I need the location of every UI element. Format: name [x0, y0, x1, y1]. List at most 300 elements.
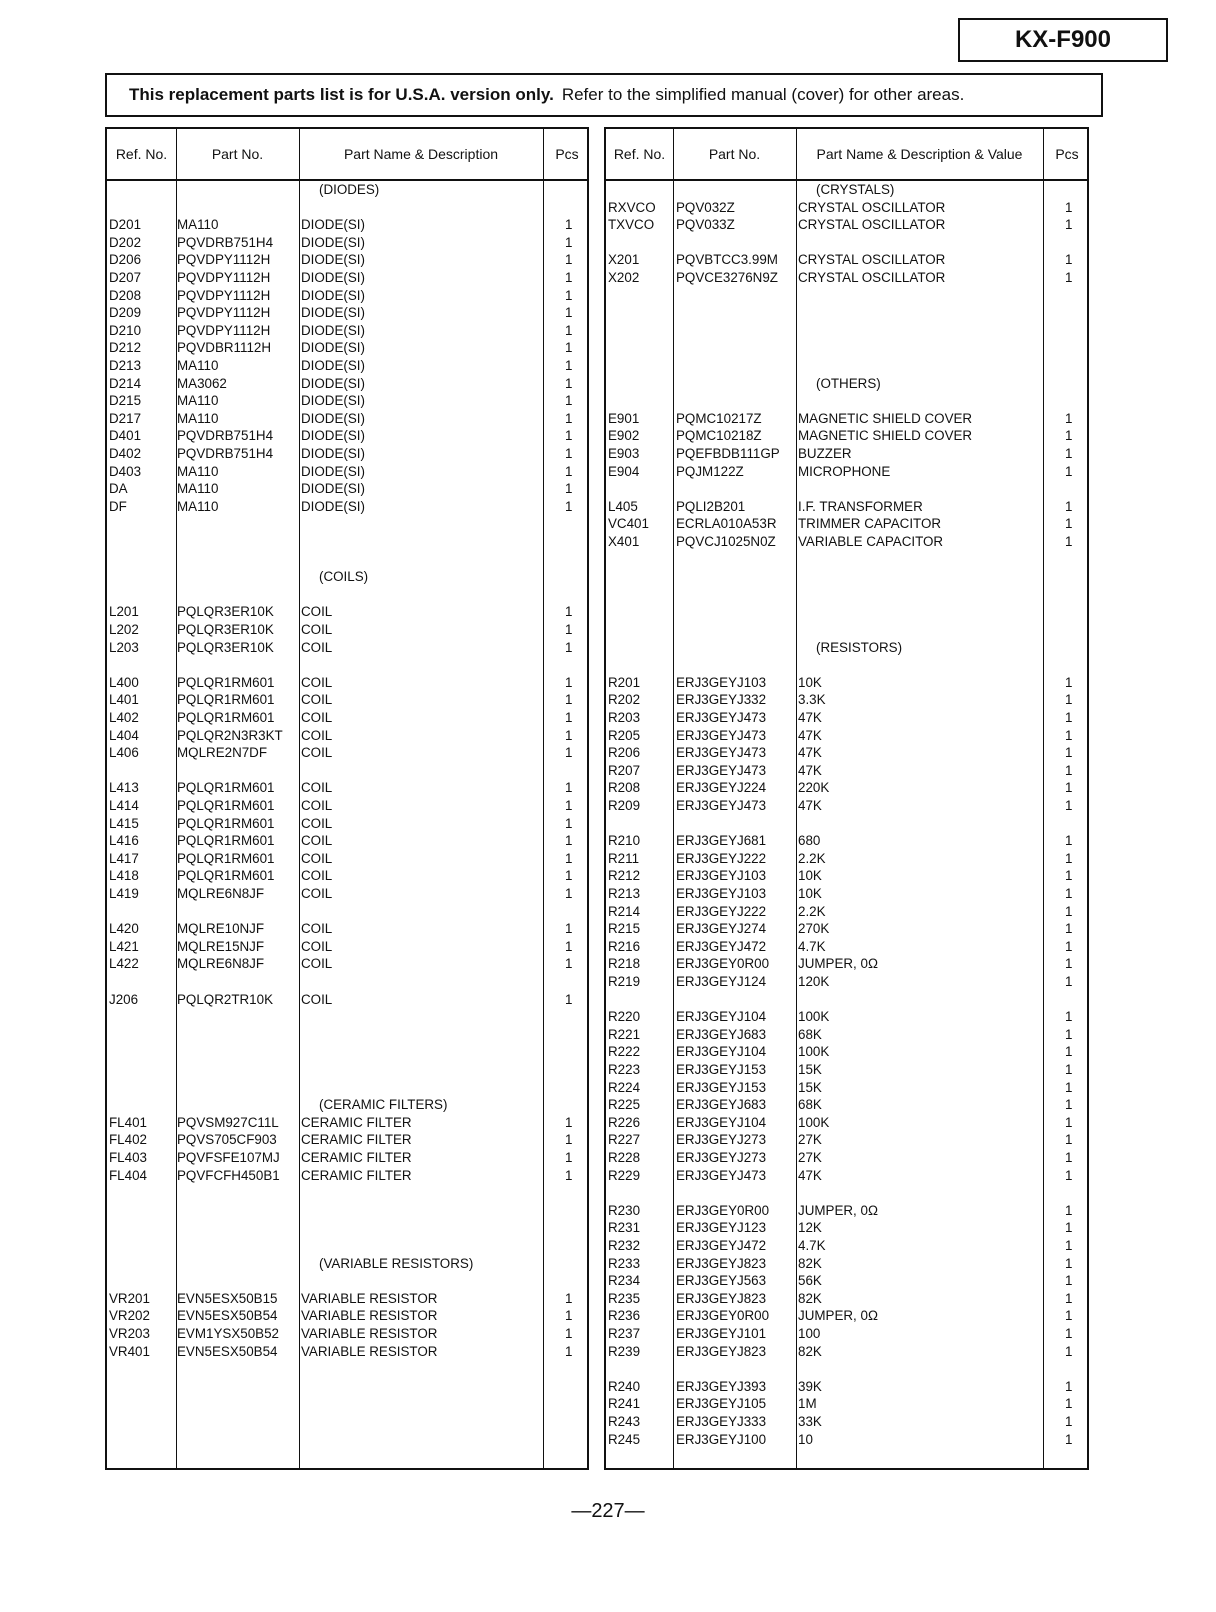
ref-no-cell: FL403	[109, 1150, 147, 1165]
part-no-cell: MA110	[177, 393, 219, 409]
ref-no-cell: E903	[608, 446, 640, 461]
table-row	[606, 445, 1087, 463]
left-parts-table	[105, 127, 589, 1470]
pcs-cell: 1	[1065, 850, 1073, 866]
pcs-cell: 1	[565, 956, 573, 972]
table-row	[107, 498, 587, 516]
ref-no-cell: L421	[109, 938, 139, 954]
part-no-cell: PQV032Z	[676, 199, 735, 215]
ref-no-cell: R232	[608, 1238, 641, 1253]
part-no-cell: ERJ3GEYJ103	[676, 886, 767, 901]
pcs-cell: 1	[1065, 1414, 1073, 1429]
description-cell: TRIMMER CAPACITOR	[798, 516, 942, 532]
pcs-cell: 1	[1065, 868, 1073, 884]
ref-no-cell: R219	[608, 974, 641, 989]
table-row	[606, 269, 1087, 287]
ref-no-cell: J206	[109, 991, 139, 1007]
ref-no-cell: FL402	[109, 1132, 147, 1148]
table-row	[606, 727, 1087, 745]
pcs-cell: 1	[565, 375, 573, 391]
description-cell: 10K	[798, 674, 822, 690]
part-no-cell: ERJ3GEYJ823	[676, 1255, 767, 1271]
part-no-cell: PQMC10217Z	[676, 410, 762, 426]
ref-no-cell: L203	[109, 639, 139, 655]
ref-no-cell: D210	[109, 322, 142, 338]
ref-no-cell: VR202	[109, 1308, 150, 1324]
table-row	[107, 1114, 587, 1132]
part-no-cell: PQVDPY1112H	[177, 270, 271, 285]
ref-no-cell: R211	[608, 850, 640, 866]
column-header: Part No.	[708, 146, 761, 162]
ref-no-cell: R243	[608, 1414, 641, 1429]
pcs-cell: 1	[1065, 1062, 1073, 1077]
description-cell: 4.7K	[798, 1238, 826, 1253]
part-no-cell: MQLRE15NJF	[177, 938, 265, 954]
pcs-cell: 1	[565, 481, 573, 497]
table-row	[107, 920, 587, 938]
table-row	[107, 991, 587, 1009]
ref-no-cell: R202	[608, 692, 641, 708]
pcs-cell: 1	[1065, 516, 1073, 532]
ref-no-cell: R213	[608, 886, 641, 901]
ref-no-cell: L202	[109, 622, 139, 637]
pcs-cell: 1	[565, 498, 573, 514]
ref-no-cell: D207	[109, 270, 142, 285]
ref-no-cell: L418	[109, 868, 139, 884]
ref-no-cell: R205	[608, 727, 641, 743]
description-cell: 10K	[798, 868, 822, 884]
table-row	[606, 1272, 1087, 1290]
table-header	[606, 129, 1087, 181]
table-row	[606, 691, 1087, 709]
table-row	[606, 1167, 1087, 1185]
table-row	[107, 779, 587, 797]
table-row	[606, 1114, 1087, 1132]
description-cell: COIL	[301, 745, 333, 761]
table-row	[606, 1096, 1087, 1114]
description-cell: 10K	[798, 886, 822, 901]
pcs-cell: 1	[1065, 1026, 1073, 1042]
ref-no-cell: D213	[109, 358, 142, 373]
pcs-cell: 1	[1065, 270, 1073, 285]
description-cell: DIODE(SI)	[301, 234, 365, 250]
ref-no-cell: R239	[608, 1343, 641, 1359]
table-row	[606, 938, 1087, 956]
ref-no-cell: L406	[109, 745, 139, 761]
table-row	[107, 867, 587, 885]
table-row	[107, 674, 587, 692]
part-no-cell: ERJ3GEYJ103	[676, 674, 767, 690]
ref-no-cell: D217	[109, 410, 142, 426]
table-row	[606, 850, 1087, 868]
ref-no-cell: R203	[608, 710, 641, 725]
table-row	[606, 427, 1087, 445]
part-no-cell: ERJ3GEYJ332	[676, 692, 767, 708]
table-row	[606, 199, 1087, 217]
description-cell: COIL	[301, 674, 333, 690]
ref-no-cell: R226	[608, 1114, 641, 1130]
table-row	[107, 797, 587, 815]
part-no-cell: PQLQR1RM601	[177, 850, 275, 866]
pcs-cell: 1	[565, 340, 573, 356]
description-cell: DIODE(SI)	[301, 340, 365, 356]
pcs-cell: 1	[1065, 1079, 1073, 1095]
table-row	[606, 885, 1087, 903]
part-no-cell: ERJ3GEYJ683	[676, 1097, 767, 1113]
ref-no-cell: L414	[109, 798, 139, 813]
table-row	[107, 727, 587, 745]
description-cell: 47K	[798, 798, 822, 813]
ref-no-cell: L402	[109, 710, 139, 725]
pcs-cell: 1	[1065, 1097, 1073, 1113]
part-no-cell: PQVFCFH450B1	[177, 1167, 280, 1183]
part-no-cell: ERJ3GEYJ100	[676, 1431, 767, 1447]
pcs-cell: 1	[1065, 886, 1073, 901]
pcs-cell: 1	[565, 868, 573, 884]
pcs-cell: 1	[565, 780, 573, 796]
table-row	[107, 269, 587, 287]
description-cell: COIL	[301, 798, 333, 813]
table-row	[606, 1149, 1087, 1167]
table-row	[107, 621, 587, 639]
description-cell: 2.2K	[798, 903, 826, 919]
part-no-cell: ERJ3GEY0R00	[676, 1308, 770, 1324]
pcs-cell: 1	[1065, 833, 1073, 849]
table-row	[606, 498, 1087, 516]
description-cell: 4.7K	[798, 938, 826, 954]
part-no-cell: ERJ3GEYJ823	[676, 1343, 767, 1359]
section-heading: (DIODES)	[319, 182, 380, 197]
part-no-cell: ERJ3GEYJ273	[676, 1132, 767, 1148]
table-row	[107, 709, 587, 727]
pcs-cell: 1	[565, 622, 573, 637]
description-cell: 220K	[798, 780, 830, 796]
table-row	[606, 533, 1087, 551]
pcs-cell: 1	[1065, 903, 1073, 919]
section-heading: (RESISTORS)	[816, 639, 903, 655]
pcs-cell: 1	[1065, 1044, 1073, 1060]
ref-no-cell: X401	[608, 534, 640, 549]
ref-no-cell: DA	[109, 481, 128, 497]
pcs-cell: 1	[1065, 710, 1073, 725]
description-cell: COIL	[301, 692, 333, 708]
description-cell: COIL	[301, 604, 333, 620]
part-no-cell: MA110	[177, 498, 219, 514]
description-cell: CRYSTAL OSCILLATOR	[798, 217, 946, 233]
description-cell: 82K	[798, 1255, 822, 1271]
table-row	[606, 1026, 1087, 1044]
page-number: —227—	[571, 1500, 645, 1522]
description-cell: 39K	[798, 1378, 822, 1394]
section-heading: (OTHERS)	[816, 375, 881, 391]
ref-no-cell: L419	[109, 886, 139, 901]
part-no-cell: MA110	[177, 358, 219, 373]
part-no-cell: ERJ3GEYJ333	[676, 1414, 767, 1429]
table-row	[107, 216, 587, 234]
description-cell: 15K	[798, 1062, 822, 1077]
pcs-cell: 1	[565, 1290, 573, 1306]
pcs-cell: 1	[565, 798, 573, 813]
part-no-cell: PQVDPY1112H	[177, 252, 271, 268]
table-row	[606, 1219, 1087, 1237]
ref-no-cell: R229	[608, 1167, 641, 1183]
table-row	[606, 973, 1087, 991]
ref-no-cell: R215	[608, 921, 641, 937]
pcs-cell: 1	[1065, 674, 1073, 690]
description-cell: MAGNETIC SHIELD COVER	[798, 428, 973, 444]
table-row	[606, 674, 1087, 692]
part-no-cell: ERJ3GEYJ472	[676, 938, 767, 954]
table-row	[606, 1131, 1087, 1149]
pcs-cell: 1	[1065, 463, 1073, 479]
description-cell: 100K	[798, 1044, 830, 1060]
table-row	[107, 322, 587, 340]
pcs-cell: 1	[1065, 217, 1073, 233]
table-row	[606, 1307, 1087, 1325]
part-no-cell: ERJ3GEYJ104	[676, 1114, 767, 1130]
pcs-cell: 1	[1065, 727, 1073, 743]
ref-no-cell: D212	[109, 340, 142, 356]
description-cell: 100K	[798, 1009, 830, 1025]
pcs-cell: 1	[565, 446, 573, 461]
description-cell: 120K	[798, 974, 830, 989]
pcs-cell: 1	[565, 270, 573, 285]
pcs-cell: 1	[1065, 1308, 1073, 1324]
pcs-cell: 1	[565, 991, 573, 1007]
description-cell: JUMPER, 0Ω	[798, 1308, 878, 1324]
pcs-cell: 1	[565, 1308, 573, 1324]
table-row	[606, 251, 1087, 269]
part-no-cell: ERJ3GEYJ563	[676, 1273, 767, 1289]
pcs-cell: 1	[1065, 1150, 1073, 1165]
description-cell: DIODE(SI)	[301, 358, 365, 373]
description-cell: 82K	[798, 1290, 822, 1306]
pcs-cell: 1	[1065, 446, 1073, 461]
table-row	[606, 762, 1087, 780]
table-row	[606, 1431, 1087, 1449]
column-header: Part Name & Description	[343, 146, 499, 162]
description-cell: 27K	[798, 1132, 822, 1148]
section-heading: (COILS)	[319, 569, 369, 585]
part-no-cell: ERJ3GEYJ473	[676, 762, 767, 778]
part-no-cell: PQVDPY1112H	[177, 287, 271, 303]
description-cell: VARIABLE RESISTOR	[301, 1290, 438, 1306]
part-no-cell: PQLQR3ER10K	[177, 622, 274, 637]
pcs-cell: 1	[565, 1167, 573, 1183]
table-row	[107, 885, 587, 903]
description-cell: CERAMIC FILTER	[301, 1167, 412, 1183]
section-heading: (VARIABLE RESISTORS)	[319, 1255, 474, 1271]
part-no-cell: ERJ3GEYJ103	[676, 868, 767, 884]
description-cell: 68K	[798, 1097, 822, 1113]
table-row	[606, 515, 1087, 533]
table-row	[606, 744, 1087, 762]
table-row	[606, 709, 1087, 727]
ref-no-cell: R222	[608, 1044, 641, 1060]
pcs-cell: 1	[565, 393, 573, 409]
pcs-cell: 1	[1065, 1290, 1073, 1306]
part-no-cell: PQVDRB751H4	[177, 446, 274, 461]
table-row	[107, 339, 587, 357]
table-row	[606, 1378, 1087, 1396]
table-row	[107, 463, 587, 481]
part-no-cell: PQVCJ1025N0Z	[676, 534, 776, 549]
ref-no-cell: L401	[109, 692, 139, 708]
pcs-cell: 1	[565, 833, 573, 849]
description-cell: COIL	[301, 815, 333, 831]
column-header: Part No.	[211, 146, 264, 162]
notice-bold-text: This replacement parts list is for U.S.A. version only.	[129, 85, 554, 104]
description-cell: 47K	[798, 1167, 822, 1183]
pcs-cell: 1	[1065, 692, 1073, 708]
pcs-cell: 1	[565, 252, 573, 268]
part-no-cell: PQLI2B201	[676, 498, 746, 514]
description-cell: JUMPER, 0Ω	[798, 956, 878, 972]
ref-no-cell: R223	[608, 1062, 641, 1077]
description-cell: CRYSTAL OSCILLATOR	[798, 252, 946, 268]
model-number: KX-F900	[958, 18, 1168, 62]
table-row	[107, 938, 587, 956]
ref-no-cell: R227	[608, 1132, 641, 1148]
part-no-cell: EVN5ESX50B54	[177, 1343, 278, 1359]
description-cell: COIL	[301, 886, 333, 901]
table-row	[107, 1307, 587, 1325]
ref-no-cell: D201	[109, 217, 142, 233]
part-no-cell: ERJ3GEYJ683	[676, 1026, 767, 1042]
part-no-cell: PQLQR2N3R3KT	[177, 727, 283, 743]
description-cell: COIL	[301, 622, 333, 637]
table-row	[107, 287, 587, 305]
part-no-cell: ERJ3GEYJ473	[676, 798, 767, 813]
version-notice	[105, 73, 1103, 117]
table-row	[107, 357, 587, 375]
part-no-cell: EVN5ESX50B15	[177, 1290, 278, 1306]
part-no-cell: PQVDBR1112H	[177, 340, 272, 356]
description-cell: VARIABLE RESISTOR	[301, 1308, 438, 1324]
table-row	[606, 920, 1087, 938]
ref-no-cell: D208	[109, 287, 142, 303]
part-no-cell: MQLRE6N8JF	[177, 886, 265, 901]
part-no-cell: PQLQR1RM601	[177, 868, 275, 884]
part-no-cell: ERJ3GEYJ222	[676, 903, 767, 919]
ref-no-cell: L417	[109, 850, 139, 866]
ref-no-cell: R206	[608, 745, 641, 761]
description-cell: COIL	[301, 868, 333, 884]
part-no-cell: PQVS705CF903	[177, 1132, 277, 1148]
description-cell: 56K	[798, 1273, 822, 1289]
part-no-cell: MA110	[177, 217, 219, 233]
ref-no-cell: R218	[608, 956, 641, 972]
description-cell: MAGNETIC SHIELD COVER	[798, 410, 973, 426]
pcs-cell: 1	[565, 1150, 573, 1165]
description-cell: DIODE(SI)	[301, 375, 365, 391]
table-row	[107, 1167, 587, 1185]
table-row	[606, 1343, 1087, 1361]
column-header: Part Name & Description & Value	[816, 146, 1023, 162]
description-cell: 100	[798, 1326, 821, 1341]
ref-no-cell: R224	[608, 1079, 641, 1095]
part-no-cell: MQLRE2N7DF	[177, 745, 268, 761]
part-no-cell: ERJ3GEYJ823	[676, 1290, 767, 1306]
ref-no-cell: VR203	[109, 1326, 150, 1341]
table-row	[107, 427, 587, 445]
table-row	[107, 480, 587, 498]
description-cell: BUZZER	[798, 446, 852, 461]
ref-no-cell: R233	[608, 1255, 641, 1271]
description-cell: COIL	[301, 833, 333, 849]
pcs-cell: 1	[565, 639, 573, 655]
part-no-cell: ERJ3GEYJ224	[676, 780, 767, 796]
table-row	[107, 1343, 587, 1361]
pcs-cell: 1	[1065, 1238, 1073, 1253]
ref-no-cell: R231	[608, 1220, 641, 1236]
table-row	[606, 410, 1087, 428]
description-cell: DIODE(SI)	[301, 428, 365, 444]
part-no-cell: ERJ3GEYJ222	[676, 850, 767, 866]
part-no-cell: PQLQR1RM601	[177, 674, 275, 690]
description-cell: COIL	[301, 639, 333, 655]
pcs-cell: 1	[565, 938, 573, 954]
pcs-cell: 1	[1065, 1009, 1073, 1025]
description-cell: 82K	[798, 1343, 822, 1359]
table-row	[606, 1061, 1087, 1079]
pcs-cell: 1	[1065, 1431, 1073, 1447]
table-row	[606, 955, 1087, 973]
table-row	[107, 639, 587, 657]
ref-no-cell: R209	[608, 798, 641, 813]
description-cell: 12K	[798, 1220, 822, 1236]
ref-no-cell: R228	[608, 1150, 641, 1165]
pcs-cell: 1	[565, 710, 573, 725]
column-header: Pcs	[555, 146, 579, 162]
part-no-cell: ERJ3GEYJ104	[676, 1009, 767, 1025]
ref-no-cell: D401	[109, 428, 142, 444]
description-cell: DIODE(SI)	[301, 217, 365, 233]
table-row	[107, 251, 587, 269]
description-cell: CRYSTAL OSCILLATOR	[798, 199, 946, 215]
ref-no-cell: L415	[109, 815, 139, 831]
part-no-cell: PQV033Z	[676, 217, 735, 233]
section-heading: (CRYSTALS)	[816, 182, 895, 197]
description-cell: 47K	[798, 727, 822, 743]
ref-no-cell: E904	[608, 463, 640, 479]
pcs-cell: 1	[1065, 252, 1073, 268]
description-cell: 10	[798, 1431, 813, 1447]
description-cell: CERAMIC FILTER	[301, 1114, 412, 1130]
description-cell: 15K	[798, 1079, 822, 1095]
pcs-cell: 1	[1065, 1220, 1073, 1236]
pcs-cell: 1	[565, 1326, 573, 1341]
description-cell: COIL	[301, 938, 333, 954]
ref-no-cell: X201	[608, 252, 640, 268]
ref-no-cell: L201	[109, 604, 139, 620]
table-row	[606, 1290, 1087, 1308]
description-cell: 27K	[798, 1150, 822, 1165]
pcs-cell: 1	[1065, 199, 1073, 215]
pcs-cell: 1	[1065, 798, 1073, 813]
part-no-cell: ERJ3GEY0R00	[676, 1202, 770, 1218]
description-cell: CERAMIC FILTER	[301, 1150, 412, 1165]
table-row	[107, 815, 587, 833]
ref-no-cell: R245	[608, 1431, 641, 1447]
part-no-cell: ERJ3GEYJ393	[676, 1378, 767, 1394]
part-no-cell: PQLQR3ER10K	[177, 604, 274, 620]
description-cell: DIODE(SI)	[301, 481, 365, 497]
pcs-cell: 1	[1065, 921, 1073, 937]
table-row	[606, 797, 1087, 815]
part-no-cell: MA110	[177, 410, 219, 426]
pcs-cell: 1	[1065, 428, 1073, 444]
